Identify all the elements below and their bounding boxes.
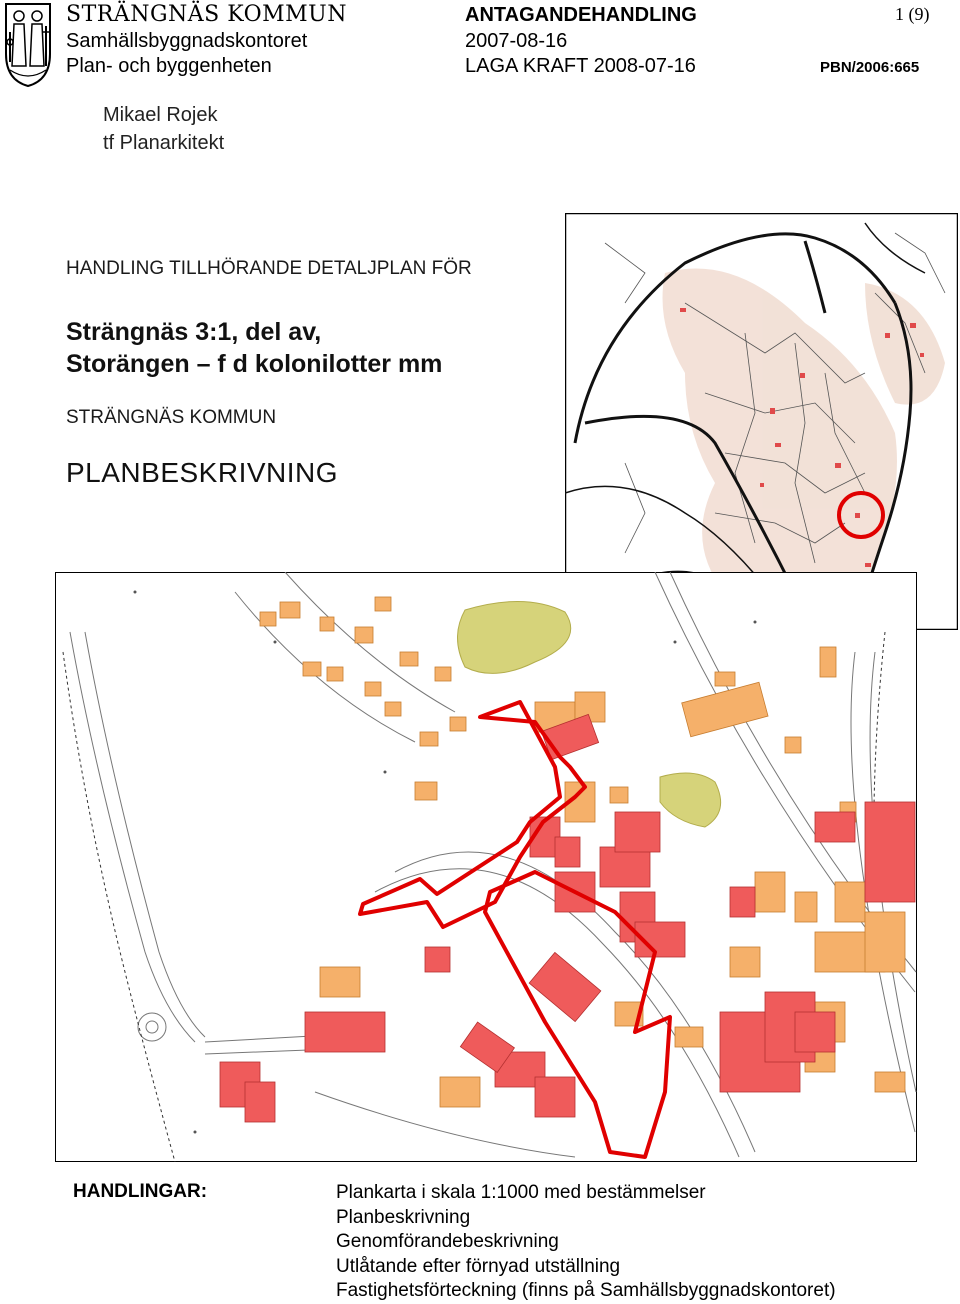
unit-name: Plan- och byggenheten: [66, 55, 272, 77]
detail-plan-map: [55, 572, 917, 1162]
document-item: Plankarta i skala 1:1000 med bestämmelser: [336, 1182, 706, 1203]
case-number: PBN/2006:665: [820, 59, 920, 76]
documents-list: [336, 1181, 836, 1304]
documents-label: HANDLINGAR:: [73, 1181, 208, 1202]
plan-title-line-1: Strängnäs 3:1, del av,: [66, 318, 322, 346]
municipality-heading: STRÄNGNÄS KOMMUN: [66, 407, 277, 428]
overview-map: [565, 213, 958, 630]
author-title: tf Planarkitekt: [103, 132, 225, 154]
document-type: ANTAGANDEHANDLING: [465, 4, 697, 26]
document-date: 2007-08-16: [465, 30, 568, 52]
document-item: Genomförandebeskrivning: [336, 1231, 559, 1252]
author-name: Mikael Rojek: [103, 104, 218, 126]
plan-intro-heading: HANDLING TILLHÖRANDE DETALJPLAN FÖR: [66, 258, 472, 279]
document-item: Planbeskrivning: [336, 1206, 471, 1228]
department-name: Samhällsbyggnadskontoret: [66, 30, 308, 52]
page-number: 1 (9): [895, 4, 930, 24]
document-name-heading: PLANBESKRIVNING: [66, 457, 339, 488]
legal-force-date: LAGA KRAFT 2008-07-16: [465, 55, 696, 77]
document-item: Fastighetsförteckning (finns på Samhällsbyggnadskontoret): [336, 1280, 836, 1301]
organization-name: STRÄNGNÄS KOMMUN: [66, 2, 347, 27]
document-item: Utlåtande efter förnyad utställning: [336, 1255, 621, 1277]
plan-title-line-2: Storängen – f d kolonilotter mm: [66, 350, 443, 378]
coat-of-arms-logo: [4, 2, 52, 88]
